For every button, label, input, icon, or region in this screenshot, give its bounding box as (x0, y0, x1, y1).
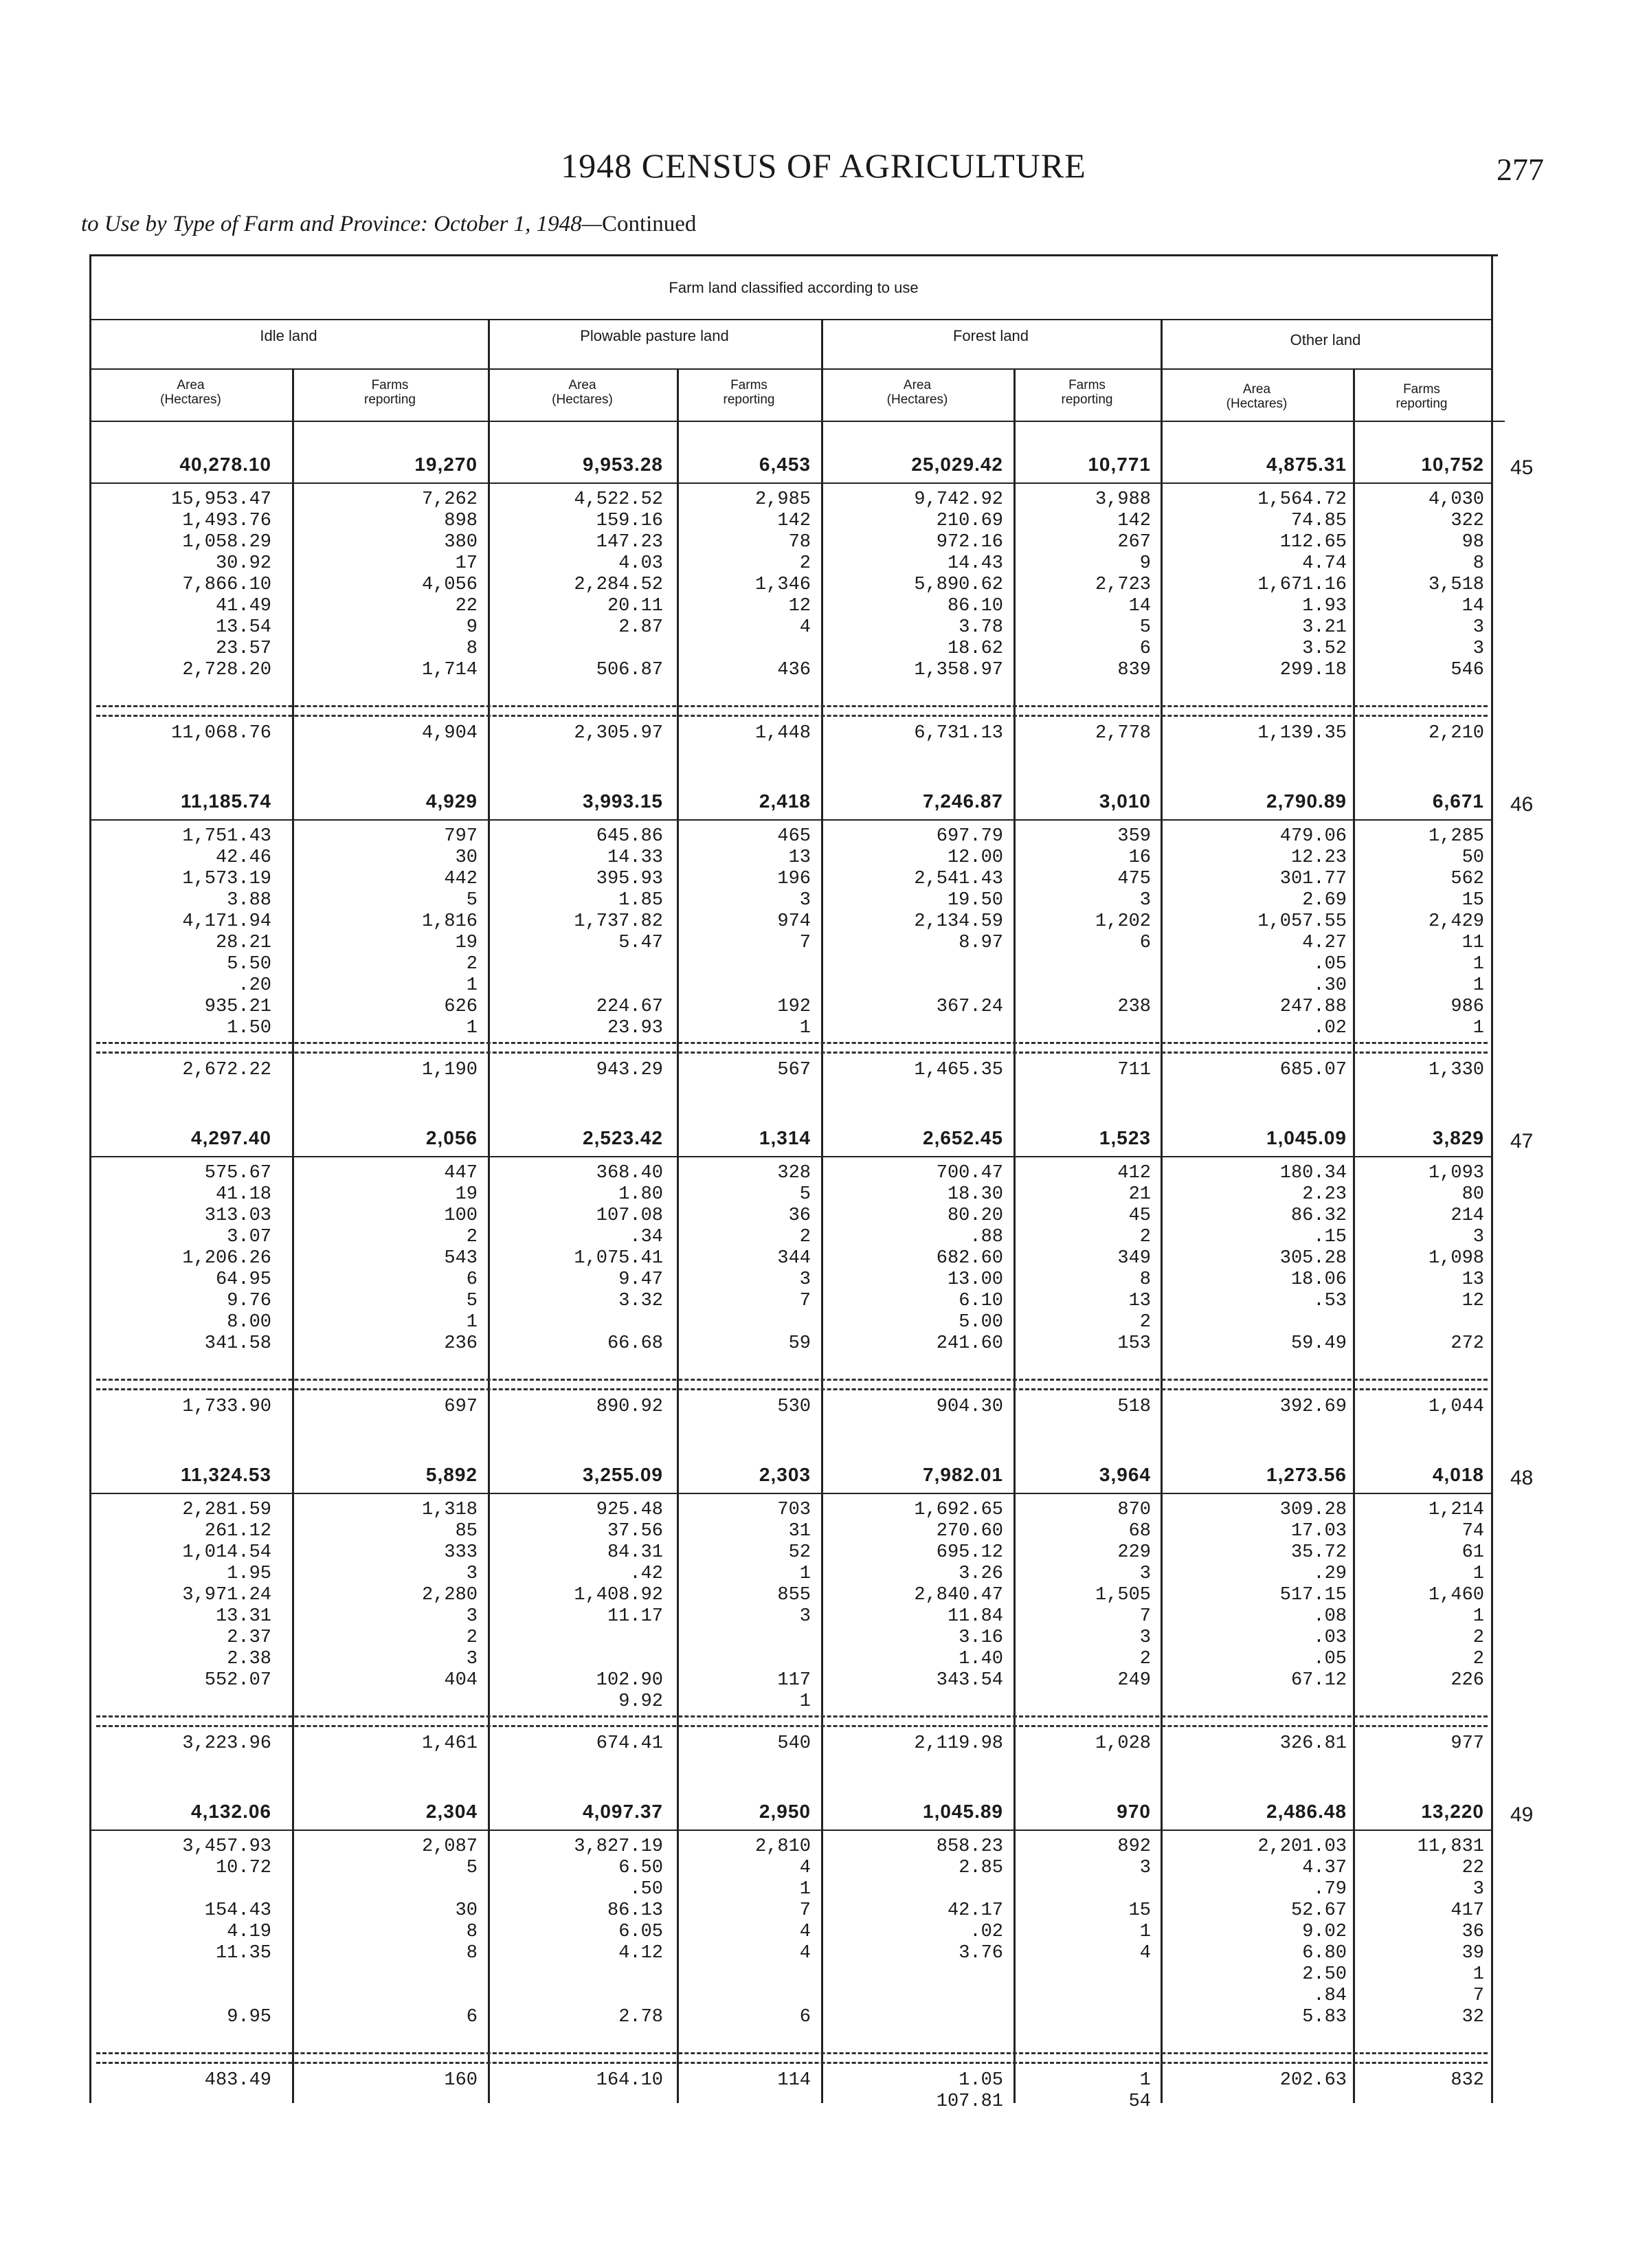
detail-column: 1,564.72 74.85 112.65 4.74 1,671.16 1.93 3.21 3.52 299.18 (1257, 489, 1347, 680)
detail-column: 15,953.47 1,493.76 1,058.29 30.92 7,866.10 41.49 13.54 23.57 2,728.20 (171, 489, 271, 680)
subtotal-cell: 1,448 (754, 723, 811, 744)
col-header-other-area: Area (Hectares) (1226, 382, 1288, 411)
total-cell: 970 (1117, 1801, 1151, 1822)
subtotal-cell: 540 (777, 1733, 811, 1754)
total-cell: 40,278.10 (179, 454, 271, 475)
frame-right (1491, 254, 1493, 2103)
detail-column: 11,831 22 3 417 36 39 1 7 32 (1417, 1836, 1484, 2027)
subtotal-cell: 2,210 (1428, 723, 1484, 744)
frame-left (89, 254, 91, 2103)
dashed-rule (96, 715, 1488, 717)
subtotal-cell: 518 (1117, 1397, 1151, 1417)
detail-column: 2,985 142 78 2 1,346 12 4 436 (754, 489, 811, 680)
subtotal-cell: 392.69 (1279, 1397, 1347, 1417)
subtotal-cell: 2,672.22 (182, 1060, 271, 1080)
total-cell: 3,829 (1432, 1127, 1484, 1148)
detail-column: 309.28 17.03 35.72 .29 517.15 .08 .03 .05 67.12 (1279, 1500, 1347, 1691)
subtotal-cell: 1,461 (421, 1733, 478, 1754)
total-cell: 13,220 (1421, 1801, 1484, 1822)
detail-column: 575.67 41.18 313.03 3.07 1,206.26 64.95 9.76 8.00 341.58 (182, 1163, 271, 1354)
detail-column: 3,988 142 267 9 2,723 14 5 6 839 (1095, 489, 1151, 680)
subtotal-cell: 2,119.98 (914, 1733, 1003, 1754)
detail-column: 1,214 74 61 1 1,460 1 2 2 226 (1428, 1500, 1484, 1691)
detail-column: 3,457.93 10.72 154.43 4.19 11.35 9.95 (182, 1836, 271, 2027)
total-cell: 7,246.87 (923, 790, 1003, 812)
dashed-rule (96, 1379, 1488, 1381)
detail-column: 2,201.03 4.37 .79 52.67 9.02 6.80 2.50 .84 5.83 (1257, 1836, 1347, 2027)
detail-column: 925.48 37.56 84.31 .42 1,408.92 11.17 102.90 9.92 (574, 1500, 663, 1712)
detail-column: 447 19 100 2 543 6 5 1 236 (444, 1163, 478, 1354)
table-caption (81, 212, 696, 237)
block-rule (89, 482, 1491, 484)
subtotal-cell: 2,778 (1095, 723, 1151, 744)
table-top-rule (89, 254, 1498, 256)
subtotal-cell: 1,139.35 (1257, 723, 1347, 744)
detail-column: 3,827.19 6.50 .50 86.13 6.05 4.12 2.78 (574, 1836, 663, 2027)
detail-column: 892 3 15 1 4 (1117, 1836, 1151, 1964)
dashed-rule (96, 1042, 1488, 1044)
subtotal-cell: 4,904 (421, 723, 478, 744)
subtotal-cell: 1.05 107.81 (936, 2070, 1003, 2112)
subtotal-cell: 1,465.35 (914, 1060, 1003, 1080)
table-main-header: Farm land classified according to use (669, 279, 919, 296)
detail-column: 412 21 45 2 349 8 13 2 153 (1117, 1163, 1151, 1354)
subtotal-cell: 904.30 (936, 1397, 1003, 1417)
row-number: 47 (1510, 1130, 1534, 1153)
total-cell: 2,303 (759, 1464, 811, 1485)
detail-column: 797 30 442 5 1,816 19 2 1 626 1 (421, 826, 478, 1038)
row-number: 48 (1510, 1467, 1534, 1489)
group-header-other-land: Other land (1290, 331, 1361, 348)
subtotal-cell: 685.07 (1279, 1060, 1347, 1080)
row-number: 45 (1510, 456, 1534, 479)
subtotal-cell: 160 (444, 2070, 478, 2091)
total-cell: 3,993.15 (583, 790, 663, 812)
detail-column: 870 68 229 3 1,505 7 3 2 249 (1095, 1500, 1151, 1691)
col-header-idle-area: Area (Hectares) (160, 378, 221, 407)
detail-column: 7,262 898 380 17 4,056 22 9 8 1,714 (421, 489, 478, 680)
detail-column: 180.34 2.23 86.32 .15 305.28 18.06 .53 59.49 (1279, 1163, 1347, 1354)
detail-column: 697.79 12.00 2,541.43 19.50 2,134.59 8.97 367.24 (914, 826, 1003, 1017)
row-number: 49 (1510, 1803, 1534, 1826)
subtotal-cell: 164.10 (596, 2070, 663, 2091)
total-cell: 2,790.89 (1266, 790, 1347, 812)
detail-column: 703 31 52 1 855 3 117 1 (777, 1500, 811, 1712)
group-header-plowable-pasture-land: Plowable pasture land (580, 327, 729, 344)
total-cell: 1,045.09 (1266, 1127, 1347, 1148)
header-rule-1 (89, 319, 1491, 320)
subtotal-cell: 202.63 (1279, 2070, 1347, 2091)
total-cell: 2,652.45 (923, 1127, 1003, 1148)
total-cell: 1,523 (1099, 1127, 1151, 1148)
total-cell: 4,018 (1432, 1464, 1484, 1485)
detail-column: 645.86 14.33 395.93 1.85 1,737.82 5.47 224.67 23.93 (574, 826, 663, 1038)
subtotal-cell: 697 (444, 1397, 478, 1417)
total-cell: 4,875.31 (1266, 454, 1347, 475)
total-cell: 3,964 (1099, 1464, 1151, 1485)
subtotal-cell: 1 54 (1128, 2070, 1151, 2112)
total-cell: 10,771 (1088, 454, 1151, 475)
detail-column: 359 16 475 3 1,202 6 238 (1095, 826, 1151, 1017)
detail-column: 9,742.92 210.69 972.16 14.43 5,890.62 86.10 3.78 18.62 1,358.97 (914, 489, 1003, 680)
subtotal-cell: 114 (777, 2070, 811, 2091)
farm-land-use-table (89, 254, 1534, 2124)
running-title: 1948 CENSUS OF AGRICULTURE (561, 146, 1086, 185)
detail-column: 858.23 2.85 42.17 .02 3.76 (936, 1836, 1003, 1964)
total-cell: 1,273.56 (1266, 1464, 1347, 1485)
subtotal-cell: 530 (777, 1397, 811, 1417)
total-cell: 4,297.40 (191, 1127, 271, 1148)
total-cell: 11,324.53 (180, 1464, 271, 1485)
col-header-other-farms: Farms reporting (1396, 382, 1448, 411)
subtotal-cell: 1,190 (421, 1060, 478, 1080)
total-cell: 5,892 (425, 1464, 478, 1485)
subtotal-cell: 674.41 (596, 1733, 663, 1754)
total-cell: 19,270 (414, 454, 478, 475)
detail-column: 2,087 5 30 8 8 6 (421, 1836, 478, 2027)
subtotal-cell: 977 (1450, 1733, 1484, 1754)
total-cell: 2,418 (759, 790, 811, 812)
total-cell: 9,953.28 (583, 454, 663, 475)
subtotal-cell: 2,305.97 (574, 723, 663, 744)
group-header-forest-land: Forest land (952, 327, 1029, 344)
detail-column: 4,030 322 98 8 3,518 14 3 3 546 (1428, 489, 1484, 680)
detail-column: 2,810 4 1 7 4 4 6 (754, 1836, 811, 2027)
header-rule-2 (89, 368, 1491, 370)
subtotal-cell: 326.81 (1279, 1733, 1347, 1754)
col-header-forest-area: Area (Hectares) (886, 378, 948, 407)
col-header-idle-farms: Farms reporting (364, 378, 416, 407)
subtotal-cell: 3,223.96 (182, 1733, 271, 1754)
dashed-rule (96, 1725, 1488, 1727)
total-cell: 4,929 (425, 790, 478, 812)
col-header-pasture-area: Area (Hectares) (552, 378, 613, 407)
detail-column: 700.47 18.30 80.20 .88 682.60 13.00 6.10 5.00 241.60 (936, 1163, 1003, 1354)
total-cell: 2,486.48 (1266, 1801, 1347, 1822)
block-rule (89, 1830, 1491, 1831)
dashed-rule (96, 2062, 1488, 2064)
subtotal-cell: 890.92 (596, 1397, 663, 1417)
detail-column: 1,093 80 214 3 1,098 13 12 272 (1428, 1163, 1484, 1354)
subtotal-cell: 11,068.76 (171, 723, 271, 744)
subtotal-cell: 943.29 (596, 1060, 663, 1080)
total-cell: 6,671 (1432, 790, 1484, 812)
group-header-idle-land: Idle land (260, 327, 317, 344)
detail-column: 328 5 36 2 344 3 7 59 (777, 1163, 811, 1354)
header-rule-3 (89, 421, 1505, 422)
detail-column: 1,692.65 270.60 695.12 3.26 2,840.47 11.84 3.16 1.40 343.54 (914, 1500, 1003, 1691)
dashed-rule (96, 1052, 1488, 1054)
dashed-rule (96, 705, 1488, 707)
total-cell: 10,752 (1421, 454, 1484, 475)
dashed-rule (96, 1715, 1488, 1717)
detail-column: 1,318 85 333 3 2,280 3 2 3 404 (421, 1500, 478, 1691)
total-cell: 6,453 (759, 454, 811, 475)
subtotal-cell: 832 (1450, 2070, 1484, 2091)
group-separator-1 (821, 319, 823, 2103)
total-cell: 1,314 (759, 1127, 811, 1148)
subtotal-cell: 1,330 (1428, 1060, 1484, 1080)
subtotal-cell: 6,731.13 (914, 723, 1003, 744)
total-cell: 4,097.37 (583, 1801, 663, 1822)
total-cell: 3,010 (1099, 790, 1151, 812)
total-cell: 2,523.42 (583, 1127, 663, 1148)
col-header-pasture-farms: Farms reporting (723, 378, 775, 407)
subtotal-cell: 567 (777, 1060, 811, 1080)
detail-column: 479.06 12.23 301.77 2.69 1,057.55 4.27 .05 .30 247.88 .02 (1257, 826, 1347, 1038)
column-separator-0 (292, 368, 294, 2103)
detail-column: 4,522.52 159.16 147.23 4.03 2,284.52 20.11 2.87 506.87 (574, 489, 663, 680)
total-cell: 2,950 (759, 1801, 811, 1822)
subtotal-cell: 711 (1117, 1060, 1151, 1080)
block-rule (89, 819, 1491, 821)
detail-column: 1,285 50 562 15 2,429 11 1 1 986 1 (1428, 826, 1484, 1038)
total-cell: 2,056 (425, 1127, 478, 1148)
detail-column: 465 13 196 3 974 7 192 1 (777, 826, 811, 1038)
total-cell: 25,029.42 (911, 454, 1003, 475)
detail-column: 1,751.43 42.46 1,573.19 3.88 4,171.94 28.21 5.50 .20 935.21 1.50 (182, 826, 271, 1038)
subtotal-cell: 1,733.90 (182, 1397, 271, 1417)
col-header-forest-farms: Farms reporting (1061, 378, 1113, 407)
caption-continued: Continued (601, 212, 697, 236)
block-rule (89, 1156, 1491, 1157)
total-cell: 3,255.09 (583, 1464, 663, 1485)
subtotal-cell: 1,028 (1095, 1733, 1151, 1754)
block-rule (89, 1493, 1491, 1494)
group-separator-2 (1161, 319, 1163, 2103)
total-cell: 4,132.06 (191, 1801, 271, 1822)
total-cell: 7,982.01 (923, 1464, 1003, 1485)
total-cell: 2,304 (425, 1801, 478, 1822)
detail-column: 368.40 1.80 107.08 .34 1,075.41 9.47 3.32 66.68 (574, 1163, 663, 1354)
detail-column: 2,281.59 261.12 1,014.54 1.95 3,971.24 13.31 2.37 2.38 552.07 (182, 1500, 271, 1691)
total-cell: 11,185.74 (180, 790, 271, 812)
page-number: 277 (1497, 152, 1544, 187)
subtotal-cell: 483.49 (204, 2070, 271, 2091)
total-cell: 1,045.89 (923, 1801, 1003, 1822)
row-number: 46 (1510, 793, 1534, 816)
dashed-rule (96, 1388, 1488, 1390)
dashed-rule (96, 2052, 1488, 2054)
caption-text: to Use by Type of Farm and Province: October 1, 1948— (81, 212, 602, 236)
subtotal-cell: 1,044 (1428, 1397, 1484, 1417)
